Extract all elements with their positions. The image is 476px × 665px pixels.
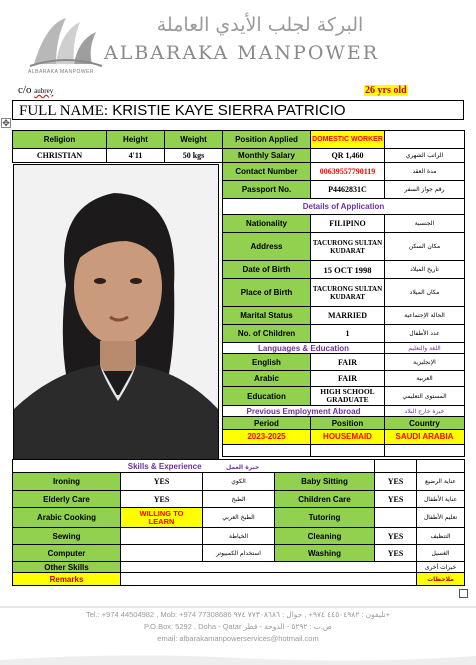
skill-children-care-arabic: عناية الأطفال	[417, 491, 465, 508]
contact-number-value: 00639557790119	[311, 163, 385, 181]
skill-baby-sitting-arabic: عناية الرضيع	[417, 473, 465, 491]
skills-table	[12, 459, 465, 586]
english-arabic: الإنجليزية	[385, 354, 465, 371]
age-badge: 26 yrs old	[365, 85, 407, 96]
contact-number-label: Contact Number	[223, 163, 311, 181]
passport-value: P4462831C	[311, 181, 385, 199]
passport-label: Passport No.	[223, 181, 311, 199]
logo-arabic-text: البركة لجلب الأيدي العاملة	[156, 14, 364, 36]
marital-status-label: Marital Status	[223, 307, 311, 325]
skill-children-care-value: YES	[375, 491, 417, 508]
religion-value: CHRISTIAN	[13, 149, 107, 163]
education-value: HIGH SCHOOL GRADUATE	[311, 387, 385, 406]
skill-cleaning-value: YES	[375, 528, 417, 545]
skills-title-arabic: خبرة العمل	[226, 463, 260, 471]
children-value: 1	[311, 325, 385, 343]
religion-header: Religion	[13, 131, 107, 149]
position-applied-label: Position Applied	[223, 131, 311, 149]
weight-value: 50 kgs	[165, 149, 223, 163]
skill-arabic-cooking-value: WILLING TO LEARN	[121, 508, 203, 528]
skill-washing-label: Washing	[275, 545, 375, 562]
full-name-bar	[12, 100, 464, 120]
skill-ironing-value: YES	[121, 473, 203, 491]
skill-tutoring-value	[375, 508, 417, 528]
education-arabic: المستوى التعليمي	[385, 387, 465, 406]
skills-title-text: Skills & Experience	[127, 461, 202, 471]
empty-cell	[375, 460, 417, 473]
basic-info-table	[12, 130, 223, 163]
skill-elderly-care-value: YES	[121, 491, 203, 508]
skill-cleaning-label: Cleaning	[275, 528, 375, 545]
empty-cell	[223, 445, 311, 457]
skill-ironing-arabic: الكوي	[203, 473, 275, 491]
other-skills-value	[121, 562, 417, 573]
dob-label: Date of Birth	[223, 261, 311, 279]
employment-title-arabic: خبرة خارج البلاد	[385, 406, 465, 417]
address-value: TACURONG SULTAN KUDARAT	[311, 233, 385, 261]
logo-subtitle: ALBARAKA MANPOWER	[28, 69, 95, 75]
address-arabic: مكان السكن	[385, 233, 465, 261]
languages-title: Languages & Education	[223, 343, 385, 354]
english-value: FAIR	[311, 354, 385, 371]
skill-computer-value	[121, 545, 203, 562]
logo-english-text: ALBARAKA MANPOWER	[104, 42, 380, 64]
skill-sewing-label: Sewing	[13, 528, 121, 545]
remarks-arabic: ملاحظات	[417, 573, 465, 586]
pob-label: Place of Birth	[223, 279, 311, 307]
empty-cell	[385, 445, 465, 457]
weight-header: Weight	[165, 131, 223, 149]
full-name-label: FULL NAME:	[19, 103, 109, 119]
care-of: c/o aubrey	[18, 84, 54, 96]
skill-baby-sitting-value: YES	[375, 473, 417, 491]
remarks-label: Remarks	[13, 573, 121, 586]
skill-tutoring-arabic: تعليم الأطفال	[417, 508, 465, 528]
skill-elderly-care-arabic: الطبخ	[203, 491, 275, 508]
position-applied-value: DOMESTIC WORKER	[311, 131, 385, 149]
english-label: English	[223, 354, 311, 371]
applicant-photo-frame	[13, 164, 219, 460]
skill-cleaning-arabic: التنظيف	[417, 528, 465, 545]
marital-status-value: MARRIED	[311, 307, 385, 325]
employment-country: SAUDI ARABIA	[385, 430, 465, 445]
table-resize-handle[interactable]	[459, 589, 468, 598]
passport-arabic: رقم جواز السفر	[385, 181, 465, 199]
skill-tutoring-label: Tutoring	[275, 508, 375, 528]
other-skills-label: Other Skills	[13, 562, 121, 573]
full-name-value: KRISTIE KAYE SIERRA PATRICIO	[112, 102, 346, 119]
employment-title: Previous Employment Abroad	[223, 406, 385, 417]
country-header: Country	[385, 417, 465, 430]
applicant-photo	[14, 165, 218, 459]
education-label: Education	[223, 387, 311, 406]
pob-value: TACURONG SULTAN KUDARAT	[311, 279, 385, 307]
monthly-salary-arabic: الراتب الشهري	[385, 149, 465, 163]
empty-cell	[417, 460, 465, 473]
arabic-value: FAIR	[311, 371, 385, 387]
marital-status-arabic: الحالة الإجتماعية	[385, 307, 465, 325]
children-arabic: عدد الأطفال	[385, 325, 465, 343]
skill-ironing-label: Ironing	[13, 473, 121, 491]
period-header: Period	[223, 417, 311, 430]
footer-email: email: albarakamanpowerservices@hotmail.com	[157, 634, 319, 643]
application-info-table	[222, 130, 465, 457]
footer-phone: Tel.: +974 44504982 , Mob: +974 77308686 تليفون : ٤٤٥٠٤٩٨٢ ٩٧٤+ , جوال : ٧٧٣٠٨٦٨٦ ٩٧٤+	[85, 610, 391, 619]
company-logo-icon	[26, 14, 104, 70]
contact-number-arabic: مدة العقد	[385, 163, 465, 181]
arabic-arabic: العربية	[385, 371, 465, 387]
arabic-label: Arabic	[223, 371, 311, 387]
skill-sewing-arabic: الخياطة	[203, 528, 275, 545]
footer-divider	[0, 606, 476, 608]
skill-baby-sitting-label: Baby Sitting	[275, 473, 375, 491]
skill-arabic-cooking-label: Arabic Cooking	[13, 508, 121, 528]
position-header: Position	[311, 417, 385, 430]
table-move-handle-icon[interactable]: ✥	[2, 118, 10, 128]
dob-arabic: تاريخ الميلاد	[385, 261, 465, 279]
skill-computer-label: Computer	[13, 545, 121, 562]
nationality-label: Nationality	[223, 215, 311, 233]
skill-sewing-value	[121, 528, 203, 545]
skill-arabic-cooking-arabic: الطبخ العربي	[203, 508, 275, 528]
skills-title	[13, 460, 375, 473]
children-label: No. of Children	[223, 325, 311, 343]
address-label: Address	[223, 233, 311, 261]
skill-computer-arabic: استخدام الكمبيوتر	[203, 545, 275, 562]
nationality-value: FILIPINO	[311, 215, 385, 233]
skill-elderly-care-label: Elderly Care	[13, 491, 121, 508]
footer-wave-decoration	[0, 650, 476, 665]
monthly-salary-value: QR 1,460	[311, 149, 385, 163]
footer-address: P.O.Box: 5292 , Doha - Qatar ص.ب : ٥٢٩٢ - الدوحة - قطر	[144, 622, 332, 631]
details-title: Details of Application	[223, 199, 465, 215]
pob-arabic: مكان الميلاد	[385, 279, 465, 307]
skill-washing-arabic: الغسيل	[417, 545, 465, 562]
remarks-value	[121, 573, 417, 586]
empty-cell	[311, 445, 385, 457]
employment-position: HOUSEMAID	[311, 430, 385, 445]
empty-cell	[385, 131, 465, 149]
skill-washing-value: YES	[375, 545, 417, 562]
monthly-salary-label: Monthly Salary	[223, 149, 311, 163]
skill-children-care-label: Children Care	[275, 491, 375, 508]
employment-period: 2023-2025	[223, 430, 311, 445]
nationality-arabic: الجنسية	[385, 215, 465, 233]
height-value: 4'11	[107, 149, 165, 163]
dob-value: 15 OCT 1998	[311, 261, 385, 279]
languages-title-arabic: اللغة والتعليم	[385, 343, 465, 354]
other-skills-arabic: خبرات أخرى	[417, 562, 465, 573]
height-header: Height	[107, 131, 165, 149]
